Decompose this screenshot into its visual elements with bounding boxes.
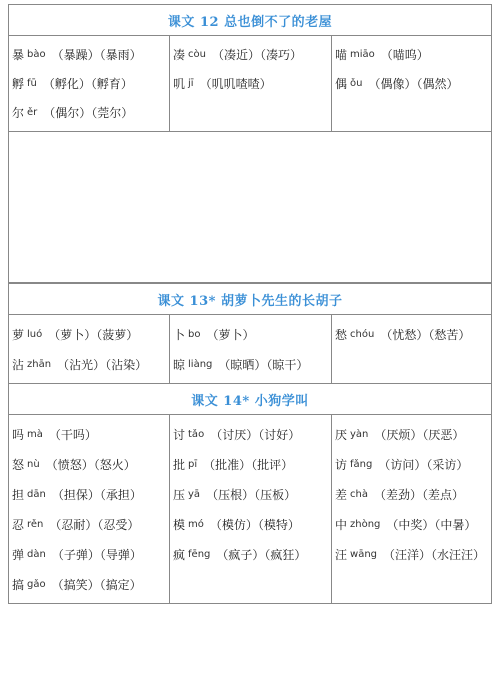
vocab-entry (173, 449, 331, 479)
vocab-entry (173, 349, 331, 379)
word-list: （批准）（批评） (203, 457, 294, 472)
hanzi: 汪 (335, 547, 348, 562)
word-list: （忧愁）（愁苦） (380, 327, 471, 342)
hanzi: 中 (335, 517, 348, 532)
hanzi: 喵 (335, 48, 348, 62)
hanzi: 担 (12, 487, 25, 502)
word-list: （讨厌）（讨好） (210, 427, 301, 442)
vocab-entry (335, 539, 493, 569)
word-list: （汪洋）（水汪汪） (383, 547, 486, 562)
vocab-entry (335, 69, 493, 98)
hanzi: 愁 (335, 327, 348, 342)
lesson-12-col-3 (332, 36, 493, 131)
pinyin: ěr (27, 107, 38, 118)
pinyin: gǎo (27, 578, 46, 590)
hanzi: 偶 (335, 77, 348, 91)
lesson-14-col-1 (9, 415, 170, 603)
hanzi: 弹 (12, 547, 25, 562)
vocab-entry (12, 419, 169, 449)
pinyin: fū (27, 78, 37, 89)
pinyin: rěn (27, 518, 44, 530)
pinyin: jī (188, 78, 194, 89)
pinyin: zhān (27, 358, 52, 370)
hanzi: 搞 (12, 577, 25, 592)
hanzi: 叽 (173, 77, 186, 91)
word-list: （萝卜） (206, 327, 255, 342)
hanzi: 批 (173, 457, 186, 472)
pinyin: luó (27, 328, 43, 340)
word-list: （喵呜） (380, 48, 429, 62)
vocab-entry (12, 539, 169, 569)
hanzi: 厌 (335, 427, 348, 442)
hanzi: 疯 (173, 547, 186, 562)
hanzi: 晾 (173, 357, 186, 372)
pinyin: chóu (350, 328, 375, 340)
hanzi: 压 (173, 487, 186, 502)
pinyin: yàn (350, 428, 369, 440)
vocab-entry (335, 509, 493, 539)
pinyin: fǎng (350, 458, 373, 470)
vocab-entry (173, 40, 331, 69)
vocab-entry (12, 349, 169, 379)
pinyin: miāo (350, 49, 375, 60)
pinyin: chà (350, 488, 368, 500)
lesson-13-col-3 (332, 315, 493, 383)
lesson-12-col-2 (170, 36, 332, 131)
word-list: （访问）（采访） (378, 457, 469, 472)
hanzi: 孵 (12, 77, 25, 91)
word-list: （晾晒）（晾干） (218, 357, 309, 372)
lesson-13-col-1 (9, 315, 170, 383)
vocab-entry (335, 319, 493, 349)
word-list: （沾光）（沾染） (57, 357, 148, 372)
pinyin: tǎo (188, 428, 205, 440)
lesson-12-grid (8, 35, 492, 132)
pinyin: bào (27, 49, 46, 60)
word-list: （忍耐）（忍受） (49, 517, 140, 532)
word-list: （担保）（承担） (51, 487, 142, 502)
pinyin: wāng (350, 548, 378, 560)
pinyin: yā (188, 488, 201, 500)
vocab-entry (12, 479, 169, 509)
vocab-entry (12, 69, 169, 98)
word-list: （模仿）（模特） (209, 517, 300, 532)
word-list: （愤怒）（怒火） (45, 457, 136, 472)
blank-area (8, 132, 492, 283)
vocabulary-sheet (8, 4, 492, 604)
lesson-14-col-3 (332, 415, 493, 603)
vocab-entry (12, 509, 169, 539)
pinyin: zhòng (350, 518, 381, 530)
lesson-13-grid (8, 314, 492, 384)
hanzi: 忍 (12, 517, 25, 532)
hanzi: 吗 (12, 427, 25, 442)
vocab-entry (173, 319, 331, 349)
pinyin: pī (188, 458, 198, 470)
hanzi: 模 (173, 517, 186, 532)
hanzi: 讨 (173, 427, 186, 442)
word-list: （子弹）（导弹） (51, 547, 142, 562)
vocab-entry (12, 569, 169, 599)
section-title-lesson-14: 课文 14* 小狗学叫 (8, 384, 492, 414)
vocab-entry (12, 449, 169, 479)
word-list: （凑近）（凑巧） (211, 48, 302, 62)
pinyin: còu (188, 49, 206, 60)
word-list: （萝卜）（菠萝） (48, 327, 139, 342)
section-title-lesson-12: 课文 12 总也倒不了的老屋 (8, 4, 492, 35)
word-list: （孵化）（孵育） (42, 77, 133, 91)
vocab-entry (12, 98, 169, 127)
lesson-14-grid (8, 414, 492, 604)
pinyin: ǒu (350, 78, 363, 89)
pinyin: dàn (27, 548, 46, 560)
section-title-lesson-13: 课文 13* 胡萝卜先生的长胡子 (8, 283, 492, 314)
vocab-entry (335, 40, 493, 69)
vocab-entry (335, 419, 493, 449)
vocab-entry (173, 419, 331, 449)
word-list: （疯子）（疯狂） (216, 547, 307, 562)
word-list: （叽叽喳喳） (199, 77, 272, 91)
vocab-entry (173, 69, 331, 98)
hanzi: 沾 (12, 357, 25, 372)
pinyin: dān (27, 488, 46, 500)
lesson-14-col-2 (170, 415, 332, 603)
lesson-12-col-1 (9, 36, 170, 131)
hanzi: 访 (335, 457, 348, 472)
word-list: （搞笑）（搞定） (51, 577, 142, 592)
hanzi: 凑 (173, 48, 186, 62)
pinyin: fēng (188, 548, 211, 560)
vocab-entry (335, 449, 493, 479)
vocab-entry (12, 40, 169, 69)
hanzi: 怒 (12, 457, 25, 472)
pinyin: liàng (188, 358, 213, 370)
hanzi: 暴 (12, 48, 25, 62)
vocab-entry (12, 319, 169, 349)
pinyin: mó (188, 518, 204, 530)
word-list: （暴躁）（暴雨） (51, 48, 142, 62)
hanzi: 差 (335, 487, 348, 502)
word-list: （差劲）（差点） (373, 487, 464, 502)
vocab-entry (173, 479, 331, 509)
hanzi: 卜 (173, 327, 186, 342)
word-list: （偶像）（偶然） (368, 77, 459, 91)
word-list: （压根）（压板） (206, 487, 297, 502)
vocab-entry (335, 479, 493, 509)
hanzi: 萝 (12, 327, 25, 342)
word-list: （厌烦）（厌恶） (374, 427, 465, 442)
word-list: （干吗） (48, 427, 97, 442)
hanzi: 尔 (12, 106, 25, 120)
pinyin: nù (27, 458, 40, 470)
lesson-13-col-2 (170, 315, 332, 383)
vocab-entry (173, 539, 331, 569)
word-list: （中奖）（中暑） (386, 517, 477, 532)
pinyin: mà (27, 428, 43, 440)
pinyin: bo (188, 328, 201, 340)
word-list: （偶尔）（莞尔） (43, 106, 134, 120)
vocab-entry (173, 509, 331, 539)
